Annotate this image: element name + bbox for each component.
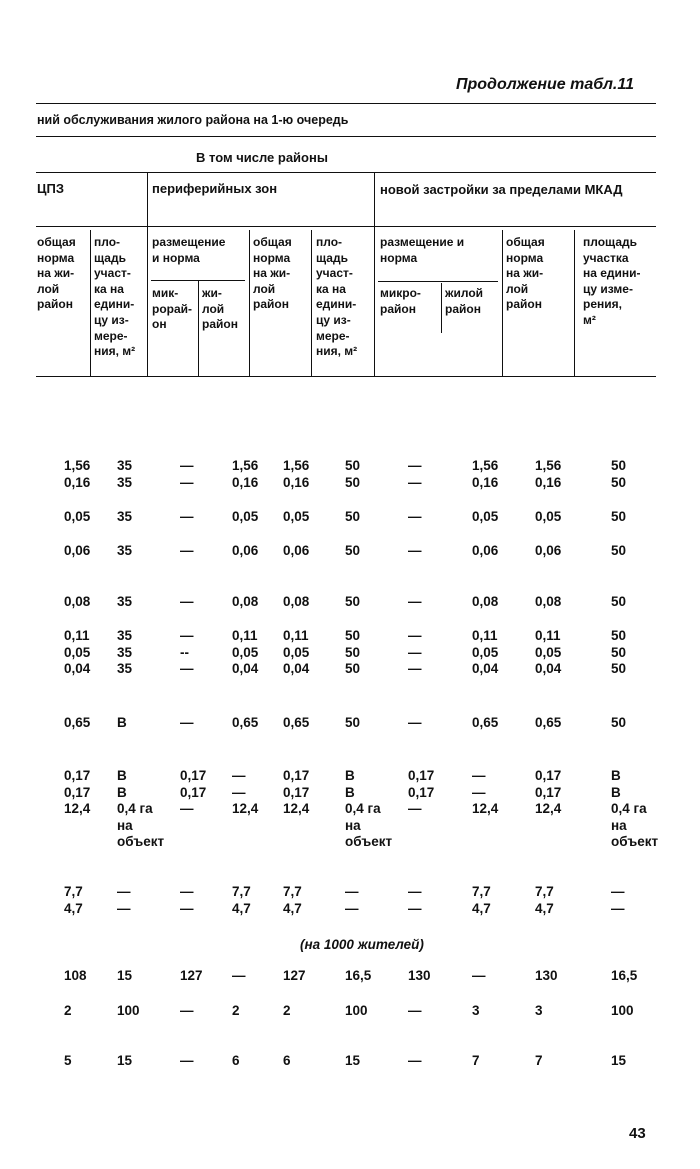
table-cell: 7 [472,1053,480,1068]
table-cell: — — [345,884,359,916]
table-cell: 6 [232,1053,240,1068]
header-line: норма [506,250,544,265]
table-cell: 0,05 [232,509,259,524]
table-cell: 50 [611,594,627,609]
table-cell: 50 50 [611,458,627,490]
table-cell: 0,17 0,17 12,4 [535,768,562,816]
hdr-col4 [202,286,238,333]
table-cell: 7,7 4,7 [535,884,554,916]
table-cell: В В 0,4 га на объект [117,768,165,849]
header-bottom-rule [36,376,656,377]
header-line: щадь [316,250,348,265]
table-cell: 50 [611,715,627,730]
vline-e [311,230,312,376]
header-line: м² [583,312,596,327]
header-line: норма [253,250,291,265]
sub-rule-left [151,280,245,281]
table-cell: 15 [117,968,133,983]
table-cell: — [180,509,194,524]
table-cell: — — 12,4 [232,768,259,816]
vline-i [441,283,442,333]
header-peripheral: периферийных зон [152,181,278,196]
top-rule [36,103,656,104]
table-cell: 0,08 [535,594,562,609]
table-cell: 50 [611,543,627,558]
vline-h [574,230,575,376]
vline-b [374,172,375,376]
hdr-col7-group [380,235,464,266]
vline-f [198,280,199,376]
table-cell: — [232,968,246,983]
header-line: на жи- [253,266,291,281]
hdr-col10 [583,235,641,329]
table-cell: 0,05 [64,509,91,524]
header-line: на жи- [37,266,75,281]
table-cell: — [408,509,422,524]
hdr-col1 [37,235,76,313]
header-group-districts: В том числе районы [196,150,328,165]
sub-rule-right [378,281,498,282]
table-cell: 0,65 [64,715,91,730]
table-cell: — — [180,458,194,490]
table-cell: 0,11 0,05 0,04 [283,628,310,676]
table-cell: 0,08 [64,594,91,609]
rule-2 [36,136,656,137]
header-line: размещение и [380,235,465,249]
table-cell: 108 [64,968,87,983]
header-line: мере- [316,328,350,343]
table-cell: 7,7 4,7 [472,884,491,916]
hdr-col7 [380,286,421,317]
header-line: район [380,301,416,316]
header-line: лой [253,281,276,296]
table-cell: — [408,594,422,609]
table-cell: 3 [472,1003,480,1018]
header-line: на жи- [506,266,544,281]
table-cell: 50 50 50 [345,628,361,676]
header-line: пло- [316,235,343,249]
table-cell: — — [408,884,422,916]
table-cell: 127 [283,968,306,983]
table-cell: 130 [408,968,431,983]
table-cell: — -- — [180,628,194,676]
table-cell: 0,06 [232,543,259,558]
header-line: цу изме- [583,281,633,296]
header-line: на едини- [583,266,641,281]
table-cell: — [180,543,194,558]
table-cell: — [408,543,422,558]
table-cell: 50 [345,715,361,730]
table-cell: 130 [535,968,558,983]
header-line: ния, м² [94,344,136,359]
table-cell: 35 [117,509,133,524]
table-cell: 0,65 [283,715,310,730]
table-cell: 50 [611,509,627,524]
table-cell: — [472,968,486,983]
header-line: цу из- [94,312,129,327]
header-line: лой [506,281,529,296]
table-cell: 100 [611,1003,634,1018]
hdr-col2 [94,235,135,360]
table-cell: 0,06 [472,543,499,558]
header-line: площадь [583,235,637,249]
table-cell: 35 35 35 [117,628,133,676]
header-line: щадь [94,250,126,265]
header-new-build: новой застройки за пределами МКАД [380,182,623,197]
table-cell: В В 0,4 га на объект [611,768,659,849]
header-line: район [37,297,73,312]
header-line: рения, [583,297,622,312]
vline-c [90,230,91,376]
header-line: район [253,297,289,312]
table-cell: 35 35 [117,458,133,490]
table-cell: — — [180,884,194,916]
table-cell: — — 12,4 [472,768,499,816]
table-cell: 6 [283,1053,291,1068]
page-number: 43 [629,1125,646,1142]
table-cell: 0,11 0,05 0,04 [232,628,259,676]
header-line: участ- [94,266,131,281]
table-cell: — [408,1053,422,1068]
table-cell: 0,17 0,17 12,4 [64,768,91,816]
hdr-col6 [316,235,357,360]
table-cell: 0,05 [535,509,562,524]
table-cell: 2 [283,1003,291,1018]
table-cell: 7,7 4,7 [232,884,251,916]
table-cell: 15 [117,1053,133,1068]
vline-g [502,230,503,376]
table-cell: 7,7 4,7 [64,884,83,916]
table-cell: 100 [345,1003,368,1018]
table-cell: 0,05 [283,509,310,524]
header-line: цу из- [316,312,351,327]
table-cell: — [408,715,422,730]
header-line: участ- [316,266,353,281]
header-line: он [152,317,167,332]
table-cell: 1,56 0,16 [472,458,499,490]
table-cell: 2 [232,1003,240,1018]
header-line: лой [202,301,225,316]
table-cell: 0,11 0,05 0,04 [472,628,499,676]
table-cell: 50 [345,594,361,609]
header-line: общая [253,235,292,249]
table-cell: 0,65 [232,715,259,730]
table-cell: — [180,715,194,730]
table-cell: — [180,594,194,609]
header-line: микро- [380,286,421,300]
header-line: общая [37,235,76,249]
header-line: размещение [152,235,226,249]
header-line: район [506,297,542,312]
table-cell: 0,17 0,17 — [408,768,435,816]
table-cell: 0,06 [283,543,310,558]
continuation-label: Продолжение табл.11 [456,76,634,93]
header-line: лой [37,281,60,296]
hdr-col9 [506,235,545,313]
table-cell: 1,56 0,16 [535,458,562,490]
rule-3 [36,172,656,173]
table-cell: — [408,1003,422,1018]
table-cell: 50 [345,543,361,558]
vline-d [249,230,250,376]
table-cell: 1,56 0,16 [64,458,91,490]
header-line: пло- [94,235,121,249]
table-cell: 16,5 [611,968,638,983]
header-tsp: ЦПЗ [37,181,64,196]
vline-a [147,172,148,376]
table-cell: 0,17 0,17 — [180,768,207,816]
hdr-col3-group [152,235,225,266]
header-line: мере- [94,328,128,343]
table-cell: 50 50 50 [611,628,627,676]
header-line: рорай- [152,301,193,316]
header-line: норма [37,250,75,265]
hdr-col8 [445,286,483,317]
table-cell: — [180,1053,194,1068]
table-cell: 0,65 [535,715,562,730]
table-cell: 5 [64,1053,72,1068]
header-line: район [445,301,481,316]
table-cell: 0,11 0,05 0,04 [535,628,562,676]
header-line: жилой [445,286,484,300]
table-cell: В В 0,4 га на объект [345,768,393,849]
table-cell: — — [408,458,422,490]
table-cell: 0,08 [472,594,499,609]
table-cell: 127 [180,968,203,983]
table-cell: 15 [611,1053,627,1068]
per-1000-note: (на 1000 жителей) [300,937,424,952]
header-line: район [202,317,238,332]
header-line: едини- [94,297,135,312]
header-line: участка [583,250,629,265]
table-cell: — — [611,884,625,916]
table-cell: 7 [535,1053,543,1068]
header-line: норма [380,250,418,265]
table-cell: 2 [64,1003,72,1018]
table-cell: 35 [117,594,133,609]
header-line: общая [506,235,545,249]
table-cell: 0,06 [535,543,562,558]
rule-4 [36,226,656,227]
header-line: и норма [152,250,200,265]
table-cell: 50 [345,509,361,524]
header-line: мик- [152,286,179,300]
table-cell: 0,08 [283,594,310,609]
table-cell: 0,65 [472,715,499,730]
table-cell: 0,05 [472,509,499,524]
table-cell: 15 [345,1053,361,1068]
table-cell: 100 [117,1003,140,1018]
header-line: едини- [316,297,357,312]
header-line: жи- [202,286,222,300]
table-cell: В [117,715,127,730]
table-cell: — — [117,884,131,916]
table-cell: 0,08 [232,594,259,609]
header-line: ка на [94,281,124,296]
table-cell: — — — [408,628,422,676]
table-cell: 0,06 [64,543,91,558]
table-cell: 1,56 0,16 [232,458,259,490]
table-cell: — [180,1003,194,1018]
table-cell: 0,11 0,05 0,04 [64,628,91,676]
header-line: ка на [316,281,346,296]
header-line: ния, м² [316,344,358,359]
table-subtitle: ний обслуживания жилого района на 1-ю очередь [37,113,349,127]
table-cell: 3 [535,1003,543,1018]
table-cell: 7,7 4,7 [283,884,302,916]
table-cell: 1,56 0,16 [283,458,310,490]
table-cell: 16,5 [345,968,372,983]
table-cell: 50 50 [345,458,361,490]
hdr-col3 [152,286,192,333]
hdr-col5 [253,235,292,313]
table-cell: 35 [117,543,133,558]
table-cell: 0,17 0,17 12,4 [283,768,310,816]
